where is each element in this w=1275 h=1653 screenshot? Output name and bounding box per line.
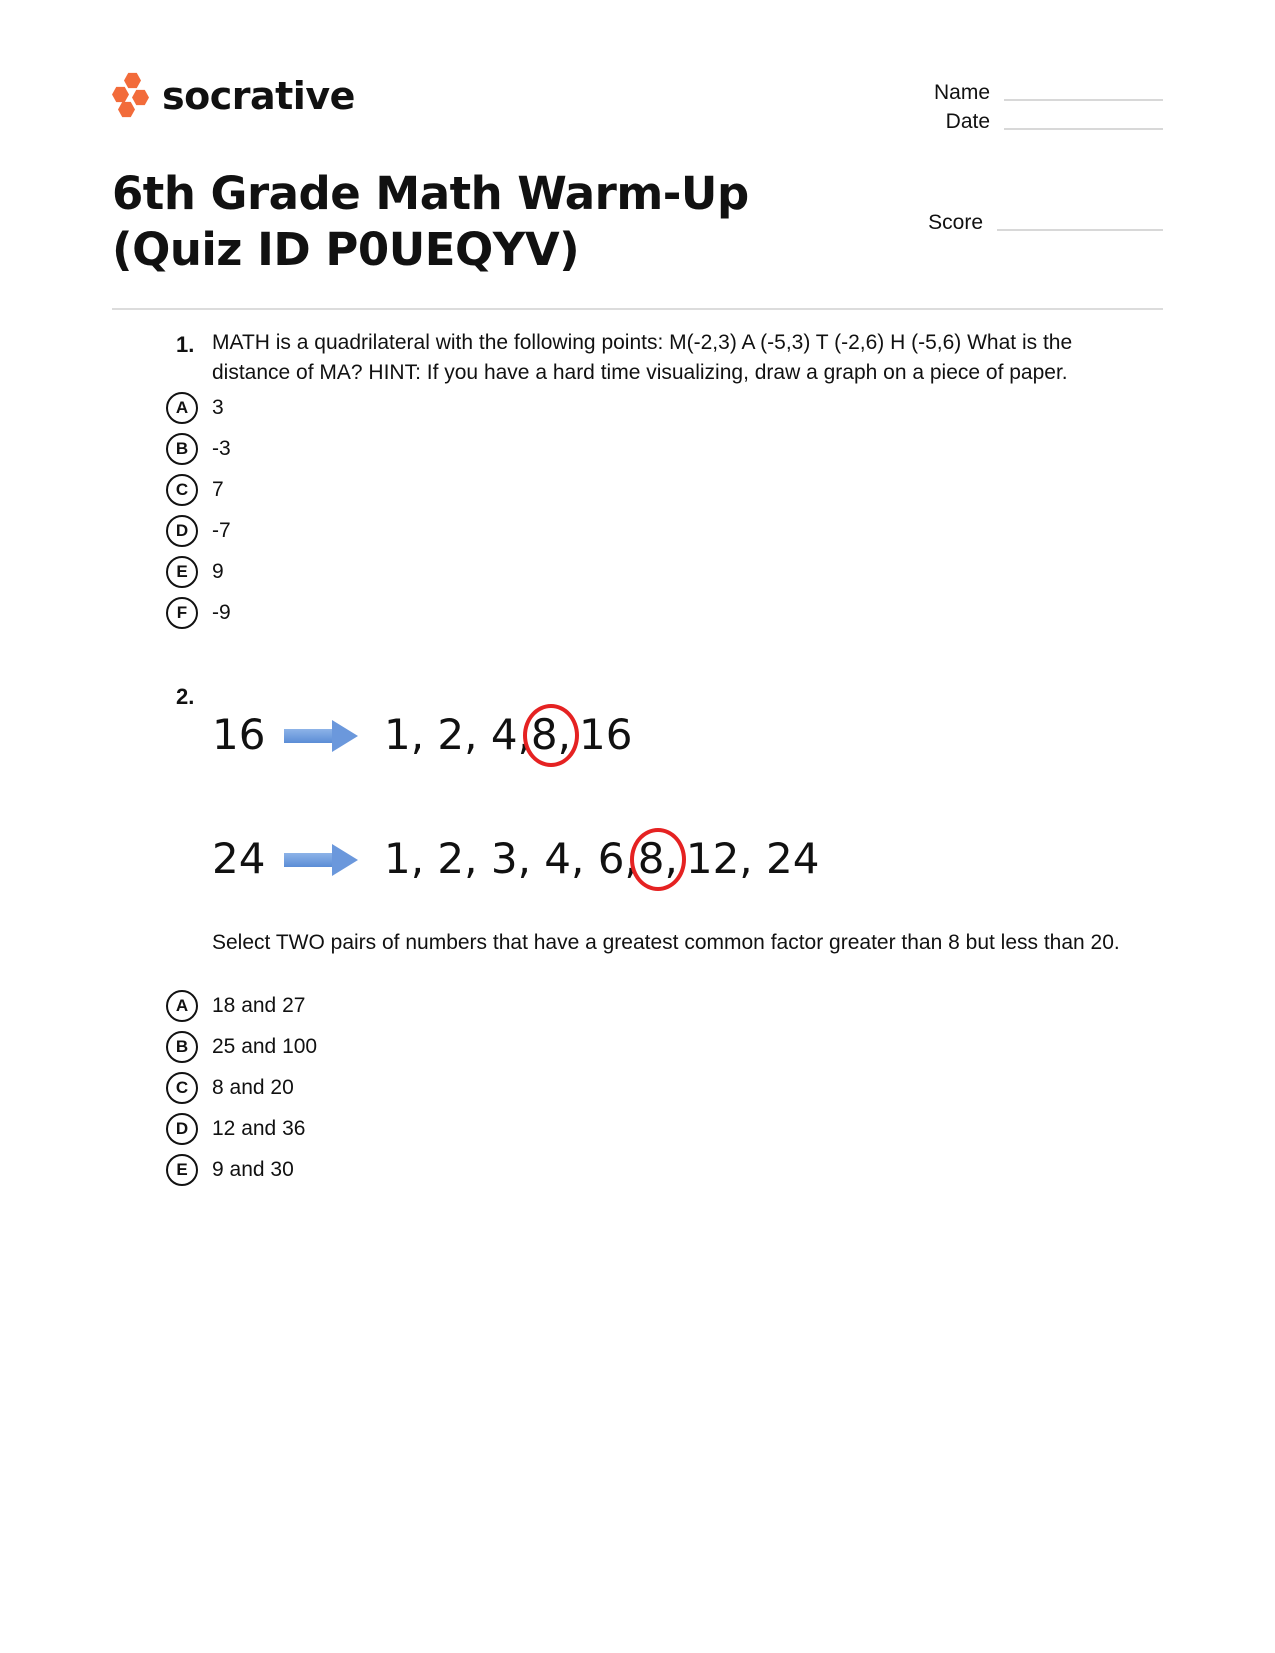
quiz-title: 6th Grade Math Warm-Up (Quiz ID P0UEQYV) bbox=[112, 167, 749, 276]
option-d[interactable] bbox=[166, 514, 231, 548]
factor-row-24 bbox=[212, 834, 819, 883]
score-field[interactable] bbox=[913, 206, 1163, 235]
date-label: Date bbox=[945, 110, 991, 133]
option-f[interactable] bbox=[166, 596, 231, 630]
header-divider bbox=[112, 308, 1163, 310]
option-text: 8 and 20 bbox=[212, 1076, 294, 1099]
question-number: 1. bbox=[176, 332, 195, 357]
brand-name: socrative bbox=[162, 74, 355, 118]
question-text: Select TWO pairs of numbers that have a greatest common factor greater than 8 but less than 20. bbox=[212, 931, 1120, 954]
option-letter-circle[interactable]: C bbox=[166, 474, 198, 506]
option-text: 25 and 100 bbox=[212, 1035, 318, 1058]
option-c[interactable] bbox=[166, 1071, 294, 1105]
option-letter-circle[interactable]: A bbox=[166, 990, 198, 1022]
option-letter-circle[interactable]: D bbox=[166, 515, 198, 547]
arrow-right-icon bbox=[284, 720, 360, 750]
question-text: MATH is a quadrilateral with the following points: M(-2,3) A (-5,3) T (-2,6) H (-5,6) What is the distance of MA? HINT: If you have a hard time visualizing, draw a graph on a piece of paper. bbox=[212, 331, 1073, 384]
option-text: 9 and 30 bbox=[212, 1158, 294, 1181]
option-letter-circle[interactable]: B bbox=[166, 1031, 198, 1063]
question-number: 2. bbox=[176, 684, 195, 709]
option-letter-circle[interactable]: D bbox=[166, 1113, 198, 1145]
option-c[interactable] bbox=[166, 473, 224, 507]
name-label: Name bbox=[934, 81, 991, 104]
option-e[interactable] bbox=[166, 555, 224, 589]
circled-factor: 8, bbox=[637, 834, 678, 883]
option-a[interactable] bbox=[166, 391, 224, 425]
option-letter-circle[interactable]: F bbox=[166, 597, 198, 629]
option-letter-circle[interactable]: B bbox=[166, 433, 198, 465]
factors-list: 1, 2, 3, 4, 6, bbox=[384, 834, 638, 883]
circled-factor: 8, bbox=[530, 710, 571, 759]
factors-illustration bbox=[212, 704, 852, 924]
socrative-logo bbox=[112, 72, 355, 120]
score-label: Score bbox=[928, 211, 983, 234]
option-text: 12 and 36 bbox=[212, 1117, 306, 1140]
score-input-line[interactable] bbox=[997, 229, 1163, 231]
option-e[interactable] bbox=[166, 1153, 294, 1187]
option-b[interactable] bbox=[166, 1030, 317, 1064]
option-b[interactable] bbox=[166, 432, 231, 466]
student-info bbox=[923, 76, 1163, 134]
factors-list-rest: 16 bbox=[579, 710, 633, 759]
option-text: -7 bbox=[212, 519, 231, 542]
option-text: 7 bbox=[212, 478, 224, 501]
option-letter-circle[interactable]: A bbox=[166, 392, 198, 424]
option-text: -3 bbox=[212, 437, 231, 460]
option-text: 9 bbox=[212, 560, 224, 583]
factor-row-16 bbox=[212, 710, 632, 759]
name-input-line[interactable] bbox=[1004, 99, 1163, 101]
option-letter-circle[interactable]: E bbox=[166, 556, 198, 588]
option-d[interactable] bbox=[166, 1112, 305, 1146]
date-input-line[interactable] bbox=[1004, 128, 1163, 130]
date-field[interactable] bbox=[923, 105, 1163, 134]
arrow-right-icon bbox=[284, 844, 360, 874]
factor-number: 24 bbox=[212, 834, 266, 883]
option-letter-circle[interactable]: C bbox=[166, 1072, 198, 1104]
factors-list: 1, 2, 4, bbox=[384, 710, 531, 759]
option-text: 3 bbox=[212, 396, 224, 419]
option-text: -9 bbox=[212, 601, 231, 624]
hexagon-logo-icon bbox=[112, 72, 152, 120]
factors-list-rest: 12, 24 bbox=[685, 834, 820, 883]
name-field[interactable] bbox=[923, 76, 1163, 105]
option-letter-circle[interactable]: E bbox=[166, 1154, 198, 1186]
option-a[interactable] bbox=[166, 989, 305, 1023]
option-text: 18 and 27 bbox=[212, 994, 306, 1017]
factor-number: 16 bbox=[212, 710, 266, 759]
